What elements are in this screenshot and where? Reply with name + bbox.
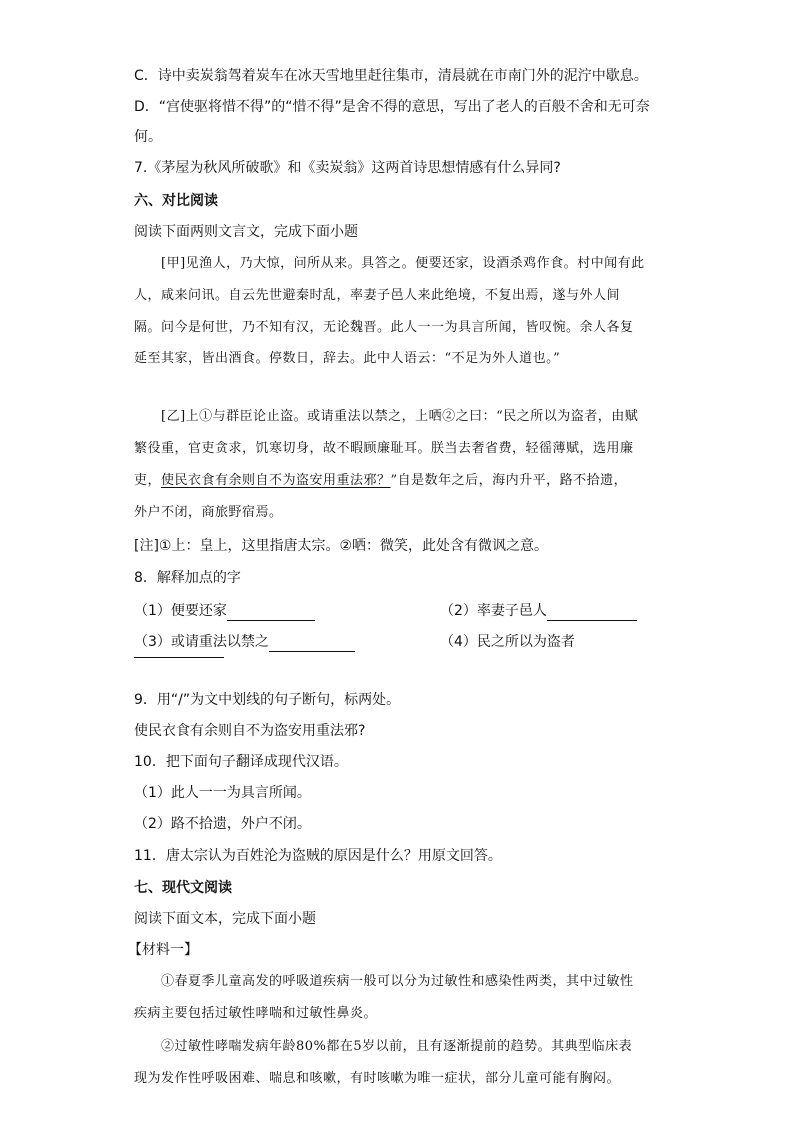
answer-blank[interactable] [547, 606, 637, 621]
material-p1-line2: 疾病主要包括过敏性哮喘和过敏性鼻炎。 [134, 1006, 378, 1021]
section-6-heading: 六、对比阅读 [134, 193, 218, 209]
section-6-instruction: 阅读下面两则文言文，完成下面小题 [134, 224, 358, 240]
section-7-instruction: 阅读下面文本，完成下面小题 [134, 911, 316, 927]
passage-yi-line4: 外户不闭，商旅野宿焉。 [134, 505, 283, 520]
passage-yi-line1: [乙]上①与群臣论止盗。或请重法以禁之，上哂②之曰：“民之所以为盗者，由赋 [161, 409, 639, 424]
passage-yi-line3-pre: 吏， [134, 473, 162, 488]
passage-jia-line1: [甲]见渔人，乃大惊，问所从来。具答之。便要还家，设酒杀鸡作食。村中闻有此 [161, 256, 645, 271]
question-10-item2: （2）路不拾遗，外户不闭。 [134, 816, 311, 832]
passage-jia-line4: 延至其家，皆出酒食。停数日，辞去。此中人语云：“不足为外人道也。” [134, 351, 561, 366]
material-p2-line2: 现为发作性呼吸困难、喘息和咳嗽，有时咳嗽为唯一症状，部分儿童可能有胸闷。 [134, 1071, 621, 1086]
question-11: 11．唐太宗认为百姓沦为盗贼的原因是什么？用原文回答。 [134, 848, 502, 864]
question-8-item2: （2）率妻子邑人 [440, 601, 637, 621]
option-d-line2: 何。 [134, 129, 162, 145]
question-9: 9．用“/”为文中划线的句子断句，标两处。 [134, 692, 401, 708]
passage-yi-line3 [134, 471, 627, 491]
material-label: 【材料一】 [128, 942, 198, 958]
passage-yi-line2: 繁役重，官吏贪求，饥寒切身，故不暇顾廉耻耳。朕当去奢省费，轻徭薄赋，选用廉 [134, 441, 634, 456]
question-10-item1: （1）此人一一为具言所闻。 [134, 785, 311, 801]
question-8: 8．解释加点的字 [134, 570, 241, 586]
answer-blank[interactable] [227, 606, 315, 621]
question-7: 7.《茅屋为秋风所破歌》和《卖炭翁》这两首诗思想情感有什么异同? [134, 160, 561, 176]
material-p1-line1: ①春夏季儿童高发的呼吸道疾病一般可以分为过敏性和感染性两类，其中过敏性 [161, 974, 634, 989]
answer-blank[interactable] [269, 637, 355, 652]
question-8-item4: （4）民之所以为盗者 [440, 634, 575, 650]
material-p2-line1: ②过敏性哮喘发病年龄80%都在5岁以前，且有逐渐提前的趋势。其典型临床表 [161, 1039, 633, 1054]
passage-jia-line2: 人，咸来问讯。自云先世避秦时乱，率妻子邑人来此绝境，不复出焉，遂与外人间 [134, 288, 621, 303]
option-c: C．诗中卖炭翁驾着炭车在冰天雪地里赶往集市，清晨就在市南门外的泥泞中歇息。 [134, 68, 648, 84]
section-7-heading: 七、现代文阅读 [134, 880, 232, 896]
option-d-line1: D．“宫使驱将惜不得”的“惜不得”是舍不得的意思，写出了老人的百般不舍和无可奈 [134, 99, 650, 115]
question-8-item1: （1）便要还家 [134, 601, 315, 621]
question-8-item3: （3）或请重法以禁之 [134, 632, 355, 652]
underlined-sentence: 使民衣食有余则自不为盗安用重法邪？ [161, 473, 391, 488]
answer-blank-4[interactable] [134, 657, 224, 658]
question-10: 10．把下面句子翻译成现代汉语。 [134, 754, 348, 770]
annotation-note: [注]①上：皇上，这里指唐太宗。②哂：微笑，此处含有微讽之意。 [134, 538, 549, 554]
question-9-sentence: 使民衣食有余则自不为盗安用重法邪? [134, 723, 366, 739]
passage-yi-line3-post: ”自是数年之后，海内升平，路不拾遗， [390, 473, 628, 488]
passage-jia-line3: 隔。问今是何世，乃不知有汉，无论魏晋。此人一一为具言所闻，皆叹惋。余人各复 [134, 320, 634, 335]
